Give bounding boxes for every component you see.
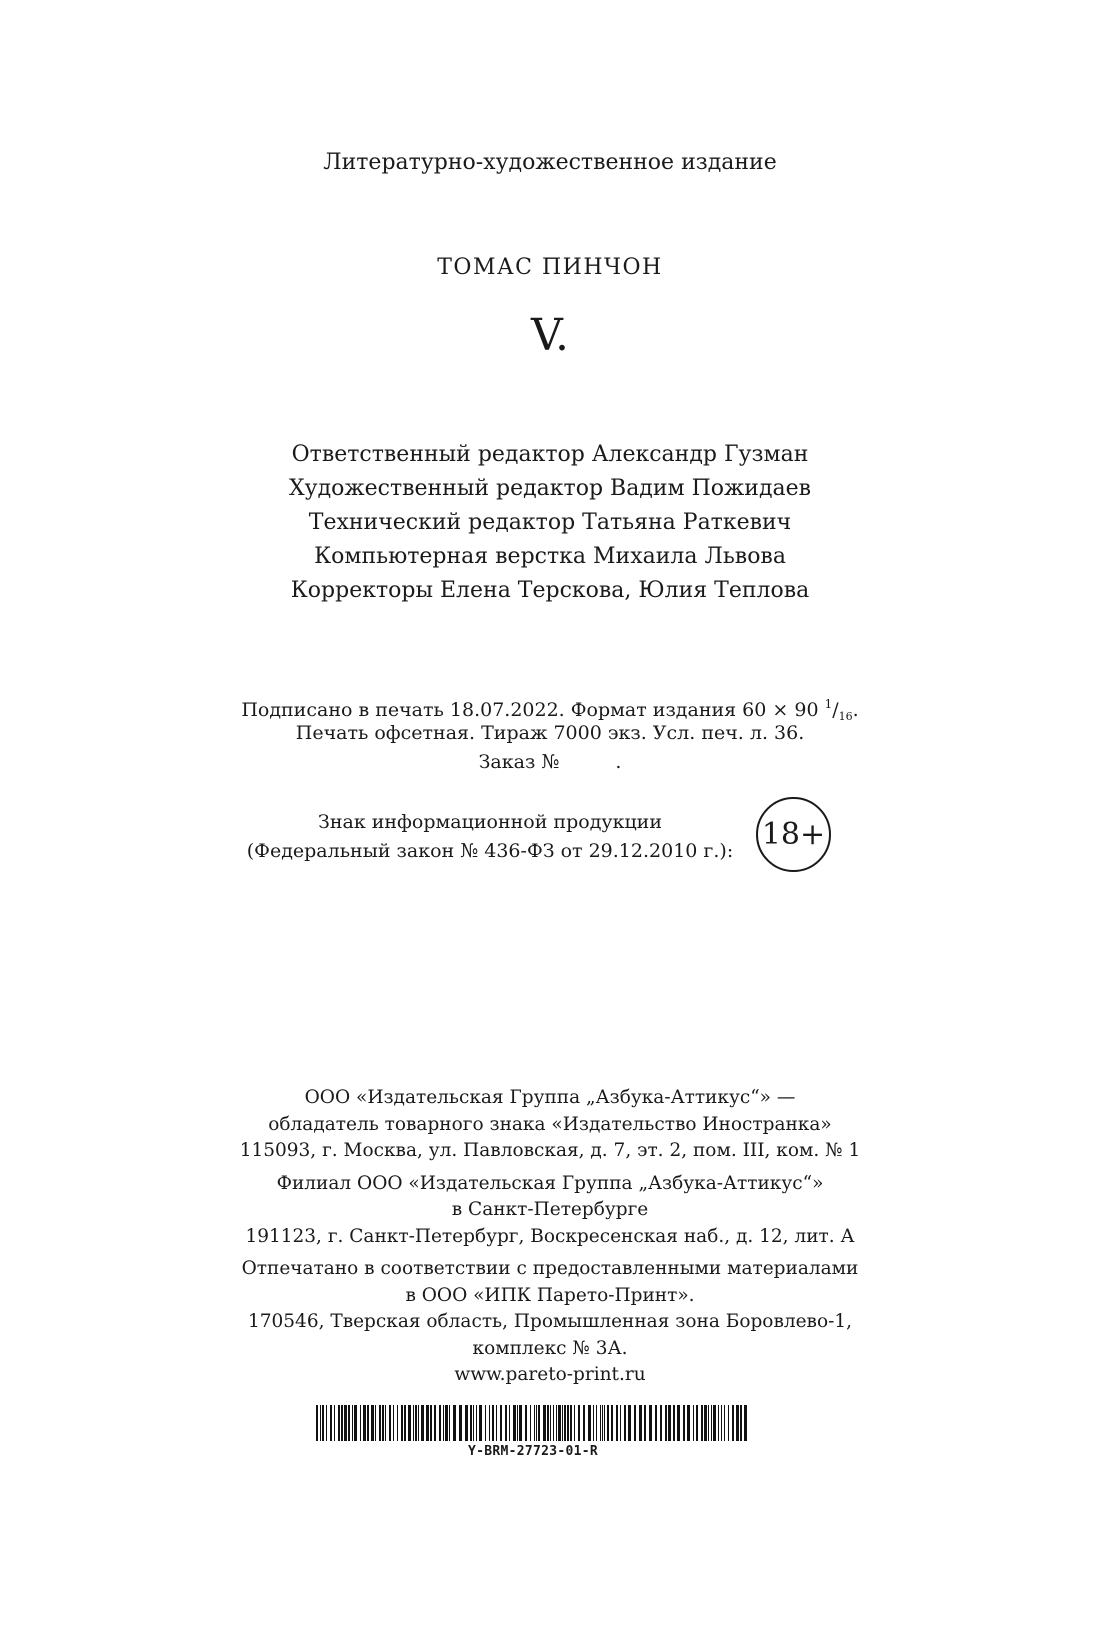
barcode-bar [459,1405,462,1441]
info-sign-text [235,808,745,866]
barcode-bar [553,1405,554,1441]
imprint-line: в Санкт-Петербурге [451,1199,649,1220]
barcode-bar [588,1405,591,1441]
print-line: Печать офсетная. Тираж 7000 экз. Усл. печ. л. 36. [295,722,805,744]
barcode-bar [574,1405,575,1441]
barcode-bar [439,1405,441,1441]
barcode-bar [473,1405,474,1441]
barcode-bar [628,1405,631,1441]
credit-line: Художественный редактор Вадим Пожидаев [288,476,812,501]
barcode-label: Y-BRM-27723-01-R [467,1444,599,1459]
barcode-bar [316,1405,318,1441]
barcode-bar [371,1405,374,1441]
barcode-bar [567,1405,569,1441]
barcode-bar [644,1405,646,1441]
barcode-bar [517,1405,518,1441]
imprint-line: Отпечатано в соответствии с предоставленными материалами [241,1258,859,1279]
imprint-line: 115093, г. Москва, ул. Павловская, д. 7, эт. 2, пом. III, ком. № 1 [239,1140,861,1161]
barcode-bar [639,1405,642,1441]
barcode-bar [558,1405,561,1441]
barcode-bar [732,1405,734,1441]
barcode-bar [677,1405,680,1441]
barcode-bar [445,1405,448,1441]
barcode-bar [570,1405,572,1441]
barcode-bar [479,1405,482,1441]
order-end: . [615,751,622,773]
barcode-bar [505,1405,507,1441]
barcode-bar [550,1405,551,1441]
barcode-bar [476,1405,477,1441]
barcode-bar [534,1405,535,1441]
barcode-bar [744,1405,747,1441]
imprint-line: обладатель товарного знака «Издательство Иностранка» [268,1113,832,1135]
barcode-bar [673,1405,675,1441]
author-name: ТОМАС ПИНЧОН [437,255,663,280]
imprint-line: 170546, Тверская область, Промышленная зона Боровлево-1, [247,1311,853,1332]
barcode-bar [500,1405,502,1441]
barcode-bar [665,1405,667,1441]
barcode-bar [367,1405,369,1441]
credit-line: Корректоры Елена Терскова, Юлия Теплова [290,578,810,603]
barcode-bar [393,1405,394,1441]
barcode-bar [485,1405,486,1441]
barcode-bar [320,1405,321,1441]
barcode-bar [736,1405,739,1441]
order-label: Заказ № [478,751,560,773]
barcode-bar [701,1405,703,1441]
barcode-bar [713,1405,716,1441]
barcode-bar [363,1405,366,1441]
barcode-bar [543,1405,546,1441]
barcode-bar [413,1405,414,1441]
barcode-bar [330,1405,332,1441]
barcode-bar [341,1405,343,1441]
barcode-bar [360,1405,361,1441]
info-sign-law: (Федеральный закон № 436-ФЗ от 29.12.2010 г.): [246,840,734,862]
staff-credits [0,438,1100,608]
barcode [316,1405,750,1441]
barcode-bar [530,1405,531,1441]
barcode-bar [326,1405,327,1441]
barcode-bar [334,1405,335,1441]
signed-line: Подписано в печать 18.07.2022. Формат издания 60 × 90 $^1/_{16}$. [241,697,859,723]
barcode-bar [607,1405,609,1441]
barcode-bar [379,1405,381,1441]
barcode-bar [513,1405,516,1441]
barcode-bar [616,1405,618,1441]
barcode-bar [655,1405,657,1441]
printer-block [0,1256,1100,1389]
imprint-line: 191123, г. Санкт-Петербург, Воскресенская наб., д. 12, лит. А [245,1225,855,1247]
credit-line: Ответственный редактор Александр Гузман [291,442,809,467]
barcode-bar [322,1405,324,1441]
printer-website: www.pareto-print.ru [454,1364,646,1385]
barcode-bar [740,1405,742,1441]
order-line [0,748,1100,777]
barcode-bar [525,1405,527,1441]
barcode-bar [593,1405,594,1441]
barcode-bar [583,1405,585,1441]
barcode-bar [426,1405,429,1441]
barcode-bar [415,1405,417,1441]
barcode-bar [449,1405,450,1441]
format-fraction-denominator: 16 [838,710,853,723]
barcode-bar [348,1405,350,1441]
signed-text: Подписано в печать 18.07.2022. Формат издания 60 × 90 [241,699,819,721]
barcode-bar [389,1405,391,1441]
barcode-bar [385,1405,386,1441]
barcode-bar [721,1405,722,1441]
barcode-bar [624,1405,626,1441]
barcode-bar [492,1405,494,1441]
barcode-bar [397,1405,398,1441]
barcode-bar [401,1405,403,1441]
book-title: V. [530,310,570,361]
barcode-bar [538,1405,540,1441]
barcode-bar [382,1405,384,1441]
barcode-bar [470,1405,472,1441]
barcode-bar [434,1405,436,1441]
barcode-bar [354,1405,357,1441]
imprint-line: в ООО «ИПК Парето-Принт». [405,1284,695,1306]
barcode-bar [602,1405,603,1441]
barcode-bar [578,1405,580,1441]
barcode-bar [596,1405,597,1441]
barcode-bar [696,1405,698,1441]
barcode-bar [338,1405,340,1441]
barcode-bar [519,1405,522,1441]
barcode-bar [562,1405,563,1441]
barcode-bar [564,1405,566,1441]
signed-end: . [852,699,859,721]
barcode-bar [693,1405,694,1441]
barcode-bar [604,1405,605,1441]
age-rating-badge: 18+ [756,797,831,872]
barcode-bar [496,1405,497,1441]
barcode-bar [556,1405,557,1441]
barcode-bar [453,1405,456,1441]
barcode-bar [418,1405,419,1441]
barcode-bar [687,1405,690,1441]
barcode-bar [711,1405,712,1441]
barcode-bar [704,1405,707,1441]
barcode-bar [724,1405,725,1441]
info-sign-line: Знак информационной продукции [317,811,662,833]
barcode-bar [668,1405,671,1441]
imprint-line: Филиал ООО «Издательская Группа „Азбука-Аттикус“» [276,1172,824,1194]
barcode-bar [375,1405,376,1441]
barcode-bar [404,1405,406,1441]
printing-info [0,690,1100,777]
barcode-bar [683,1405,685,1441]
barcode-bar [600,1405,601,1441]
edition-type: Литературно-художественное издание [323,150,777,175]
barcode-bar [634,1405,636,1441]
barcode-bar [611,1405,613,1441]
imprint-line: комплекс № 3А. [472,1337,628,1359]
barcode-bar [421,1405,424,1441]
barcode-bar [547,1405,549,1441]
barcode-bar [728,1405,729,1441]
imprint [0,1085,1100,1395]
barcode-bar [620,1405,621,1441]
barcode-bar [718,1405,719,1441]
barcode-bar [465,1405,468,1441]
barcode-bar [708,1405,709,1441]
publisher-block [0,1085,1100,1165]
imprint-line: ООО «Издательская Группа „Азбука-Аттикус“» — [304,1087,796,1108]
barcode-bar [344,1405,347,1441]
branch-block [0,1171,1100,1251]
barcode-bar [660,1405,662,1441]
barcode-bar [443,1405,444,1441]
credit-line: Компьютерная верстка Михаила Львова [314,544,786,569]
barcode-bar [649,1405,652,1441]
barcode-bar [430,1405,432,1441]
format-fraction-numerator: 1 [824,697,833,711]
barcode-bar [352,1405,353,1441]
credit-line: Технический редактор Татьяна Раткевич [308,510,792,535]
barcode-bar [536,1405,537,1441]
barcode-bar [509,1405,510,1441]
barcode-bar [408,1405,411,1441]
barcode-bar [489,1405,490,1441]
